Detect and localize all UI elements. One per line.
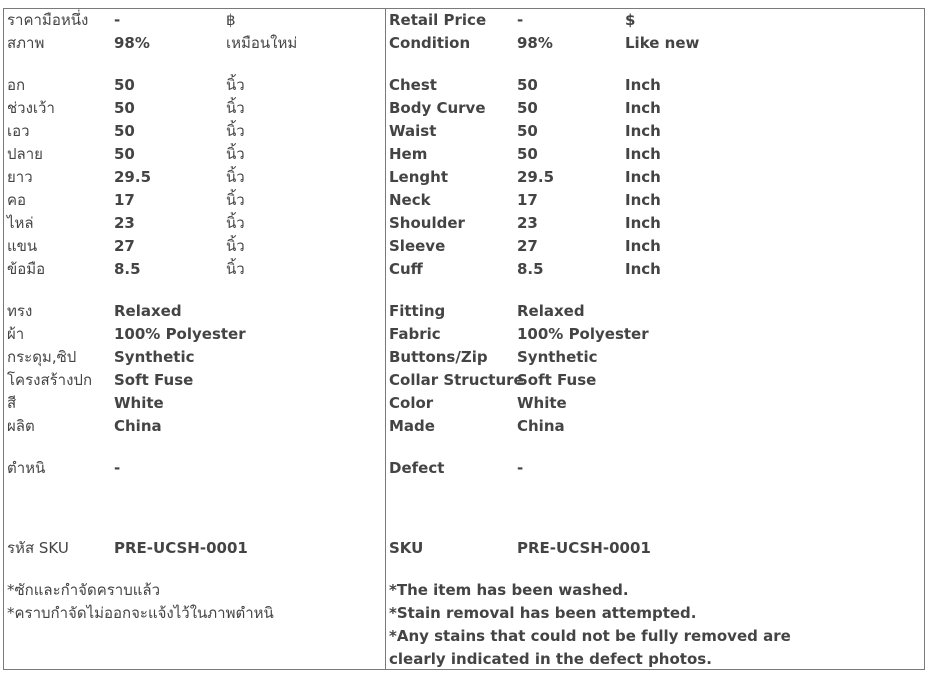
english-measurement-value: 50 [517,99,538,117]
english-measurement-label: Waist [389,122,437,140]
english-note: clearly indicated in the defect photos. [389,650,712,668]
english-detail-value: Relaxed [517,302,585,320]
english-retail-label: Retail Price [389,11,487,29]
thai-retail-value: - [114,11,121,29]
thai-note: *คราบกำจัดไม่ออกจะแจ้งไว้ในภาพตำหนิ [7,604,274,622]
thai-defect-label: ตำหนิ [7,459,46,477]
thai-detail-label: ผ้า [7,325,25,343]
thai-measurement-unit: นิ้ว [226,122,245,140]
thai-measurement-label: เอว [7,122,30,140]
thai-retail-label: ราคามือหนึ่ง [7,11,89,29]
english-measurement-unit: Inch [625,99,661,117]
thai-measurement-label: ข้อมือ [7,260,46,278]
english-detail-value: 100% Polyester [517,325,649,343]
thai-measurement-unit: นิ้ว [226,145,245,163]
english-detail-label: Collar Structure [389,371,524,389]
thai-detail-value: China [114,417,162,435]
thai-measurement-unit: นิ้ว [226,260,245,278]
thai-measurement-label: แขน [7,237,38,255]
thai-condition-unit: เหมือนใหม่ [226,34,298,52]
english-measurement-unit: Inch [625,191,661,209]
english-measurement-value: 50 [517,76,538,94]
thai-detail-label: ผลิต [7,417,35,435]
english-measurement-value: 50 [517,122,538,140]
english-detail-value: Soft Fuse [517,371,597,389]
thai-measurement-value: 50 [114,145,135,163]
english-measurement-label: Body Curve [389,99,486,117]
english-note: *The item has been washed. [389,581,629,599]
thai-condition-label: สภาพ [7,34,45,52]
english-condition-unit: Like new [625,34,700,52]
thai-measurement-unit: นิ้ว [226,76,245,94]
thai-condition-value: 98% [114,34,150,52]
thai-detail-value: Soft Fuse [114,371,194,389]
english-note: *Stain removal has been attempted. [389,604,697,622]
thai-measurement-unit: นิ้ว [226,214,245,232]
english-detail-value: China [517,417,565,435]
english-measurement-unit: Inch [625,122,661,140]
thai-measurement-value: 29.5 [114,168,152,186]
english-detail-label: Buttons/Zip [389,348,488,366]
english-measurement-unit: Inch [625,260,661,278]
thai-retail-unit: ฿ [226,11,236,29]
thai-note: *ซักและกำจัดคราบแล้ว [7,581,161,599]
english-detail-label: Color [389,394,434,412]
thai-detail-label: ทรง [7,302,33,320]
english-defect-label: Defect [389,459,445,477]
thai-measurement-label: อก [7,76,26,94]
english-retail-unit: $ [625,11,636,29]
thai-detail-label: สี [7,394,17,412]
english-detail-value: White [517,394,567,412]
thai-measurement-value: 8.5 [114,260,141,278]
english-measurement-label: Cuff [389,260,423,278]
thai-detail-label: โครงสร้างปก [7,371,93,389]
english-retail-value: - [517,11,524,29]
thai-detail-value: 100% Polyester [114,325,246,343]
thai-measurement-value: 27 [114,237,135,255]
thai-measurement-unit: นิ้ว [226,99,245,117]
english-measurement-unit: Inch [625,168,661,186]
english-condition-label: Condition [389,34,471,52]
english-detail-label: Fitting [389,302,446,320]
english-measurement-value: 23 [517,214,538,232]
english-measurement-unit: Inch [625,214,661,232]
english-condition-value: 98% [517,34,553,52]
english-measurement-label: Chest [389,76,437,94]
english-sku-value: PRE-UCSH-0001 [517,539,651,557]
english-measurement-label: Neck [389,191,431,209]
thai-detail-value: White [114,394,164,412]
thai-detail-value: Relaxed [114,302,182,320]
english-measurement-unit: Inch [625,237,661,255]
english-measurement-value: 50 [517,145,538,163]
english-measurement-unit: Inch [625,145,661,163]
thai-measurement-value: 50 [114,122,135,140]
english-detail-value: Synthetic [517,348,598,366]
english-measurement-label: Hem [389,145,428,163]
thai-defect-value: - [114,459,121,477]
english-defect-value: - [517,459,524,477]
thai-measurement-label: ยาว [7,168,33,186]
thai-measurement-value: 23 [114,214,135,232]
english-sku-label: SKU [389,539,424,557]
thai-measurement-value: 17 [114,191,135,209]
english-measurement-label: Lenght [389,168,448,186]
thai-measurement-label: คอ [7,191,27,209]
thai-measurement-unit: นิ้ว [226,168,245,186]
thai-sku-label: รหัส SKU [7,539,69,557]
english-measurement-value: 27 [517,237,538,255]
english-note: *Any stains that could not be fully removed are [389,627,791,645]
thai-measurement-label: ปลาย [7,145,43,163]
english-measurement-value: 17 [517,191,538,209]
thai-measurement-unit: นิ้ว [226,237,245,255]
thai-measurement-value: 50 [114,99,135,117]
thai-detail-value: Synthetic [114,348,195,366]
english-detail-label: Fabric [389,325,441,343]
thai-measurement-unit: นิ้ว [226,191,245,209]
english-measurement-label: Shoulder [389,214,465,232]
thai-measurement-label: ไหล่ [7,214,34,232]
english-measurement-label: Sleeve [389,237,446,255]
english-measurement-value: 29.5 [517,168,555,186]
thai-measurement-value: 50 [114,76,135,94]
thai-measurement-label: ช่วงเว้า [7,99,55,117]
column-divider [385,9,386,669]
english-measurement-value: 8.5 [517,260,544,278]
thai-sku-value: PRE-UCSH-0001 [114,539,248,557]
english-measurement-unit: Inch [625,76,661,94]
thai-detail-label: กระดุม,ซิป [7,348,77,366]
english-detail-label: Made [389,417,435,435]
